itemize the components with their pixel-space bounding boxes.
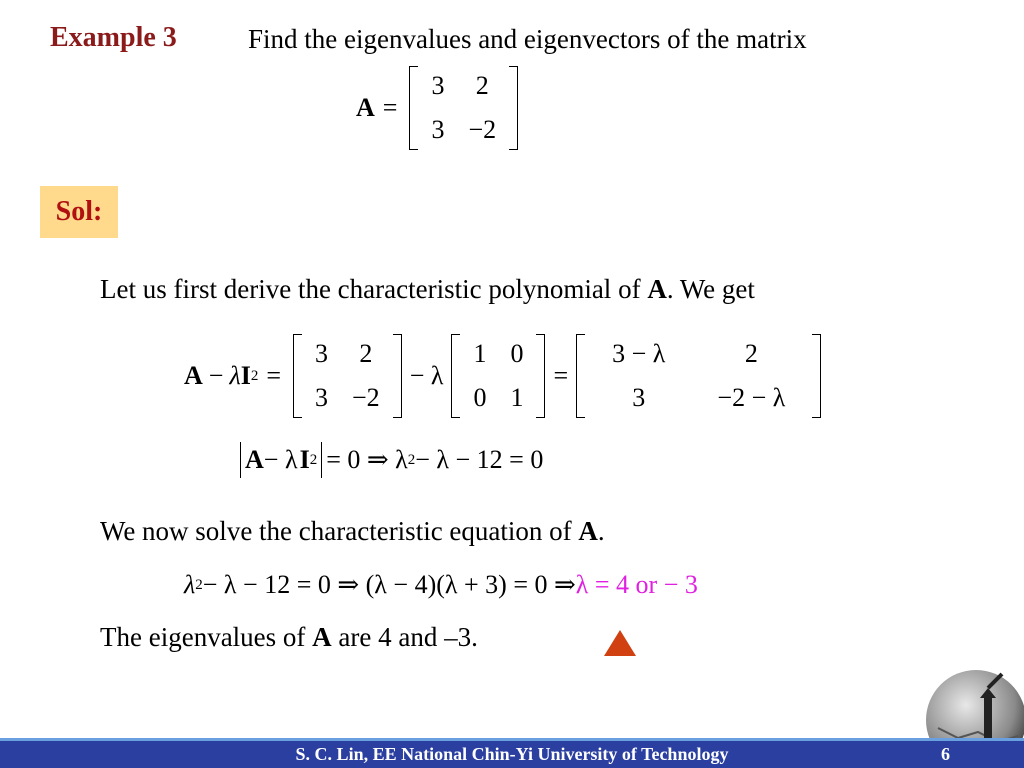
solve-sentence: [100, 516, 605, 547]
eq1-lambda: λ: [229, 361, 241, 390]
solution-label: Sol:: [40, 186, 118, 238]
solve-text: We now solve the characteristic equation of: [100, 516, 579, 546]
eq1-sub: 2: [250, 367, 259, 384]
matrix-cell: 3: [431, 115, 445, 144]
matrix-cell: 0: [510, 339, 524, 368]
matrix-cell: 2: [475, 71, 489, 100]
matrix-a-definition: [356, 64, 522, 152]
characteristic-matrix-equation: [184, 332, 825, 420]
eq2-minus-lambda: − λ: [263, 445, 298, 474]
conclusion-tail: are 4 and –3.: [331, 622, 478, 652]
eq1-minus: −: [208, 361, 224, 390]
eq1-identity: I: [240, 361, 251, 390]
factored-equation: [184, 570, 698, 600]
matrix-cell: −2: [468, 115, 497, 144]
page-number: 6: [941, 744, 950, 764]
intro-sentence: [100, 274, 755, 305]
eq2-sup: 2: [407, 451, 416, 468]
matrix-cell: −2 − λ: [717, 383, 786, 412]
eq2-tail: − λ − 12 = 0: [415, 445, 544, 474]
determinant-equation: [236, 442, 543, 478]
matrix-cell: 0: [473, 383, 487, 412]
eq3-lambda: λ: [184, 570, 196, 599]
example-title: Example 3: [50, 22, 177, 53]
intro-bold-a: A: [647, 274, 667, 304]
eq3-body: − λ − 12 = 0 ⇒ (λ − 4)(λ + 3) = 0 ⇒: [202, 570, 576, 599]
matrix-cell: 2: [359, 339, 373, 368]
matrix-cell: 3: [315, 339, 329, 368]
conclusion-bold-a: A: [312, 622, 332, 652]
matrix-cell: 3: [315, 383, 329, 412]
eq1-equals-2: =: [553, 361, 569, 390]
eq1-result-matrix: [576, 332, 821, 420]
eq2-identity: I: [299, 445, 310, 474]
equals-sign: =: [382, 93, 398, 122]
eq1-equals: =: [266, 361, 282, 390]
matrix-cell: −2: [352, 383, 380, 412]
solve-bold-a: A: [578, 516, 598, 546]
eq3-sup: 2: [195, 576, 203, 593]
matrix-cell: 3 − λ: [612, 339, 666, 368]
matrix-a-symbol: A: [356, 93, 375, 122]
matrix-cell: 2: [744, 339, 758, 368]
problem-statement: Find the eigenvalues and eigenvectors of the matrix: [248, 24, 807, 54]
matrix-cell: 1: [473, 339, 487, 368]
matrix-cell: 3: [632, 383, 646, 412]
eq1-matrix-a: [293, 332, 402, 420]
footer-bar: [0, 741, 1024, 768]
matrix-cell: 1: [510, 383, 524, 412]
conclusion-text: The eigenvalues of: [100, 622, 313, 652]
solve-tail: .: [597, 516, 605, 546]
eq2-rhs: = 0 ⇒ λ: [326, 445, 408, 474]
matrix-a: [409, 64, 518, 152]
matrix-cell: 3: [431, 71, 445, 100]
footer-credit: S. C. Lin, EE National Chin-Yi University of Technology: [295, 744, 729, 764]
conclusion-sentence: [100, 622, 478, 653]
eq1-a: A: [184, 361, 203, 390]
eigenvalue-result: λ = 4 or − 3: [575, 570, 698, 599]
end-of-proof-triangle-icon[interactable]: [604, 630, 636, 656]
intro-text: Let us first derive the characteristic polynomial of: [100, 274, 648, 304]
det-bar-right: [321, 442, 322, 478]
eq2-sub: 2: [309, 451, 318, 468]
det-bar-left: [240, 442, 241, 478]
eq1-identity-matrix: [451, 332, 545, 420]
eq1-minus-lambda: − λ: [409, 361, 444, 390]
intro-tail: . We get: [666, 274, 755, 304]
eq2-a: A: [245, 445, 264, 474]
